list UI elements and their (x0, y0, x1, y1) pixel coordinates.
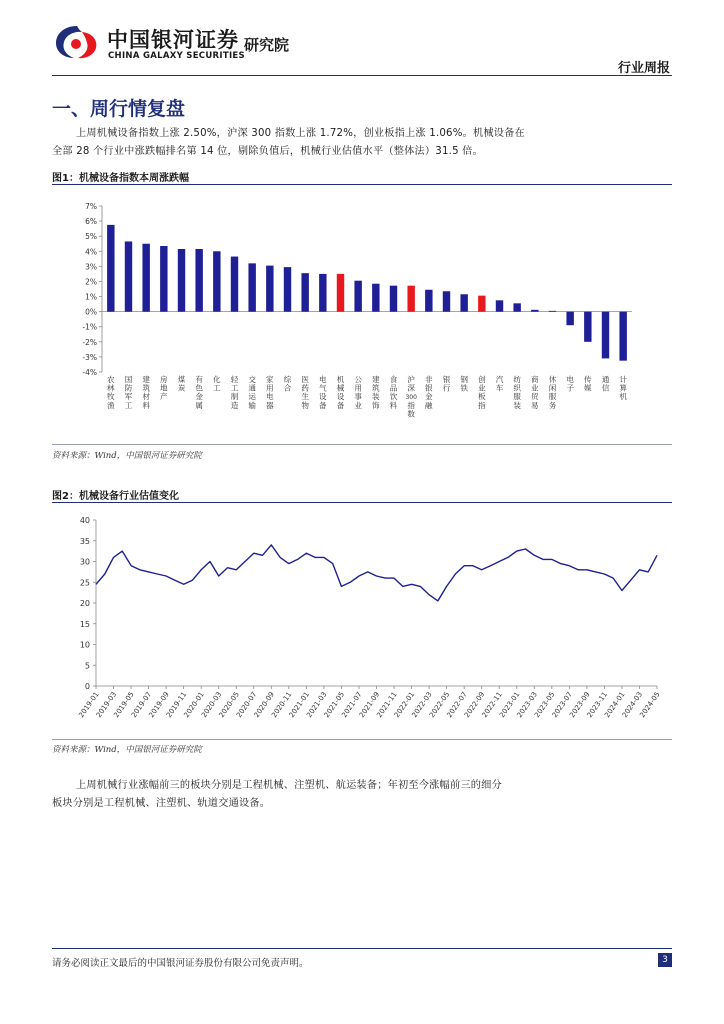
bar (531, 310, 538, 312)
x-tick-label: 2022-05 (427, 690, 452, 720)
x-tick-label: 2020-03 (200, 690, 224, 720)
bar (478, 296, 485, 312)
x-tick-label: 2022-07 (445, 690, 469, 720)
sector-paragraph (52, 777, 652, 813)
paragraph-line: 全部 28 个行业中涨跌幅排名第 14 位，剔除负值后，机械行业估值水平（整体法）31.5 倍。 (52, 146, 483, 157)
logo-institute-text: 研究院 (244, 36, 290, 54)
bar (354, 281, 361, 312)
y-tick-label: 35 (79, 536, 90, 546)
x-tick-label: 电子 (566, 375, 574, 393)
bar (266, 266, 273, 312)
x-tick-label: 纺织服装 (513, 375, 521, 410)
x-tick-label: 家用电器 (266, 375, 274, 410)
bar (178, 249, 185, 312)
x-tick-label: 休闲服务 (548, 375, 557, 410)
x-tick-label: 2023-03 (515, 690, 539, 720)
section-title: 一、周行情复盘 (52, 98, 186, 120)
x-tick-label: 2020-09 (252, 690, 276, 720)
x-tick-label: 建筑材料 (142, 375, 150, 410)
x-tick-label: 化工 (213, 375, 221, 393)
x-tick-label: 2023-05 (533, 690, 557, 720)
y-tick-label: 40 (79, 516, 90, 525)
bar (460, 294, 467, 311)
x-tick-label: 综合 (283, 375, 292, 393)
paragraph-line: 板块分别是工程机械、注塑机、轨道交通设备。 (52, 798, 271, 809)
y-tick-label: 4% (85, 247, 97, 257)
bar (231, 257, 238, 312)
x-tick-label: 机械设备 (336, 375, 345, 410)
bar (584, 312, 591, 342)
x-tick-label: 轻工制造 (230, 375, 239, 410)
bar (284, 267, 291, 312)
x-tick-label: 2019-11 (164, 690, 189, 720)
bar (513, 303, 520, 311)
x-tick-label: 2022-03 (410, 690, 434, 720)
series-line (96, 545, 657, 601)
x-tick-label: 计算机 (619, 375, 627, 402)
x-tick-label: 2020-11 (270, 690, 294, 720)
y-tick-label: 7% (85, 202, 97, 211)
y-tick-label: 3% (85, 262, 97, 272)
logo-en-text: CHINA GALAXY SECURITIES (108, 51, 245, 61)
y-tick-label: -1% (82, 322, 97, 332)
x-tick-label: 交通运输 (248, 375, 256, 410)
galaxy-logo-icon (52, 22, 102, 62)
x-tick-label: 煤炭 (177, 375, 186, 393)
x-tick-label: 2023-01 (498, 690, 522, 720)
x-tick-label: 2019-05 (112, 690, 136, 720)
x-tick-label: 2020-05 (217, 690, 241, 720)
bar (566, 312, 573, 326)
x-tick-label: 农林牧渔 (107, 375, 115, 410)
bar (407, 286, 414, 312)
x-tick-label: 2024-03 (620, 690, 645, 720)
x-tick-label: 2024-01 (603, 690, 627, 720)
figure1-top-rule (52, 184, 672, 185)
x-tick-label: 2022-11 (480, 690, 504, 720)
bar (619, 312, 626, 361)
figure2-bottom-rule (52, 739, 672, 740)
bar (337, 274, 344, 312)
y-tick-label: 5 (84, 661, 90, 671)
x-tick-label: 商业贸易 (531, 375, 539, 410)
x-tick-label: 公用事业 (354, 375, 362, 410)
figure2-top-rule (52, 502, 672, 503)
bar (213, 251, 220, 311)
y-tick-label: 6% (85, 217, 97, 227)
x-tick-label: 食品饮料 (389, 375, 398, 410)
page-number: 3 (658, 953, 672, 967)
bar (160, 246, 167, 312)
paragraph-line: 上周机械行业涨幅前三的板块分别是工程机械、注塑机、航运装备；年初至今涨幅前三的细分 (76, 780, 502, 791)
x-tick-label: 通信 (601, 375, 610, 393)
figure1-source: 资料来源：Wind，中国银河证券研究院 (52, 451, 202, 461)
bar (248, 263, 255, 311)
x-tick-label: 国防军工 (124, 375, 133, 410)
x-tick-label: 建筑装饰 (372, 375, 380, 410)
bar (390, 286, 397, 312)
y-tick-label: 0% (85, 307, 97, 317)
y-tick-label: -3% (82, 352, 97, 362)
y-tick-label: 25 (79, 578, 90, 588)
x-tick-label: 2021-11 (375, 690, 399, 720)
header-divider (52, 75, 672, 76)
y-tick-label: 0 (84, 682, 90, 691)
footer-disclaimer: 请务必阅读正文最后的中国银河证券股份有限公司免责声明。 (52, 958, 309, 969)
figure1-title: 图1：机械设备指数本周涨跌幅 (52, 173, 189, 184)
x-tick-label: 2021-01 (287, 690, 312, 720)
y-tick-label: 2% (85, 277, 97, 287)
y-tick-label: 1% (85, 292, 97, 302)
x-tick-label: 2019-01 (77, 690, 101, 720)
x-tick-label: 创业板指 (478, 375, 486, 410)
bar (443, 291, 450, 311)
figure2-source: 资料来源：Wind，中国银河证券研究院 (52, 745, 202, 755)
x-tick-label: 2022-09 (462, 690, 487, 720)
y-tick-label: 10 (79, 640, 90, 650)
paragraph-line: 上周机械设备指数上涨 2.50%，沪深 300 指数上涨 1.72%，创业板指上涨 1.06%。机械设备在 (76, 128, 525, 139)
bar (125, 241, 132, 311)
x-tick-label: 2023-09 (568, 690, 592, 720)
bar (301, 273, 308, 311)
x-tick-label: 2019-07 (129, 690, 154, 720)
x-tick-label: 2023-07 (550, 690, 574, 720)
x-tick-label: 银行 (442, 375, 451, 393)
x-tick-label: 2024-05 (638, 690, 662, 720)
bar (372, 284, 379, 312)
bar (549, 311, 556, 312)
figure1-bottom-rule (52, 444, 672, 445)
y-tick-label: -2% (82, 337, 97, 347)
y-tick-label: 15 (79, 619, 90, 629)
company-logo (52, 22, 102, 62)
x-tick-label: 2019-09 (147, 690, 171, 720)
bar (425, 290, 432, 312)
x-tick-label: 医药生物 (301, 375, 309, 410)
x-tick-label: 2022-01 (392, 690, 417, 720)
summary-paragraph (52, 125, 652, 161)
x-tick-label: 钢铁 (460, 375, 468, 393)
bar (496, 300, 503, 311)
bar (142, 244, 149, 312)
x-tick-label: 有色金属 (195, 375, 203, 410)
bar (195, 249, 202, 312)
footer-divider (52, 948, 672, 949)
figure2-title: 图2：机械设备行业估值变化 (52, 491, 179, 502)
x-tick-label: 传媒 (584, 375, 592, 393)
x-tick-label: 2019-03 (94, 690, 119, 720)
line-chart (52, 506, 672, 738)
x-tick-label: 汽车 (495, 375, 504, 393)
bar-chart (52, 190, 672, 440)
x-tick-label: 2023-11 (585, 690, 610, 720)
y-tick-label: -4% (82, 368, 97, 377)
y-tick-label: 5% (85, 232, 97, 242)
logo-cn-text: 中国银河证券 (107, 28, 239, 52)
bar (319, 274, 326, 312)
x-tick-label: 电气设备 (319, 375, 327, 410)
x-tick-label: 房地产 (160, 375, 168, 402)
report-type: 行业周报 (617, 61, 670, 76)
x-tick-label: 非银金融 (425, 375, 433, 410)
x-tick-label: 2020-01 (182, 690, 206, 720)
x-tick-label: 2021-03 (305, 690, 329, 720)
y-tick-label: 30 (79, 557, 90, 567)
bar (602, 312, 609, 359)
x-tick-label: 2021-07 (340, 690, 364, 720)
x-tick-label: 2020-07 (235, 690, 259, 720)
x-tick-label: 沪深 300 指数 (405, 375, 417, 419)
y-tick-label: 20 (79, 599, 90, 608)
x-tick-label: 2021-09 (357, 690, 382, 720)
bar (107, 225, 114, 312)
x-tick-label: 2021-05 (322, 690, 347, 720)
